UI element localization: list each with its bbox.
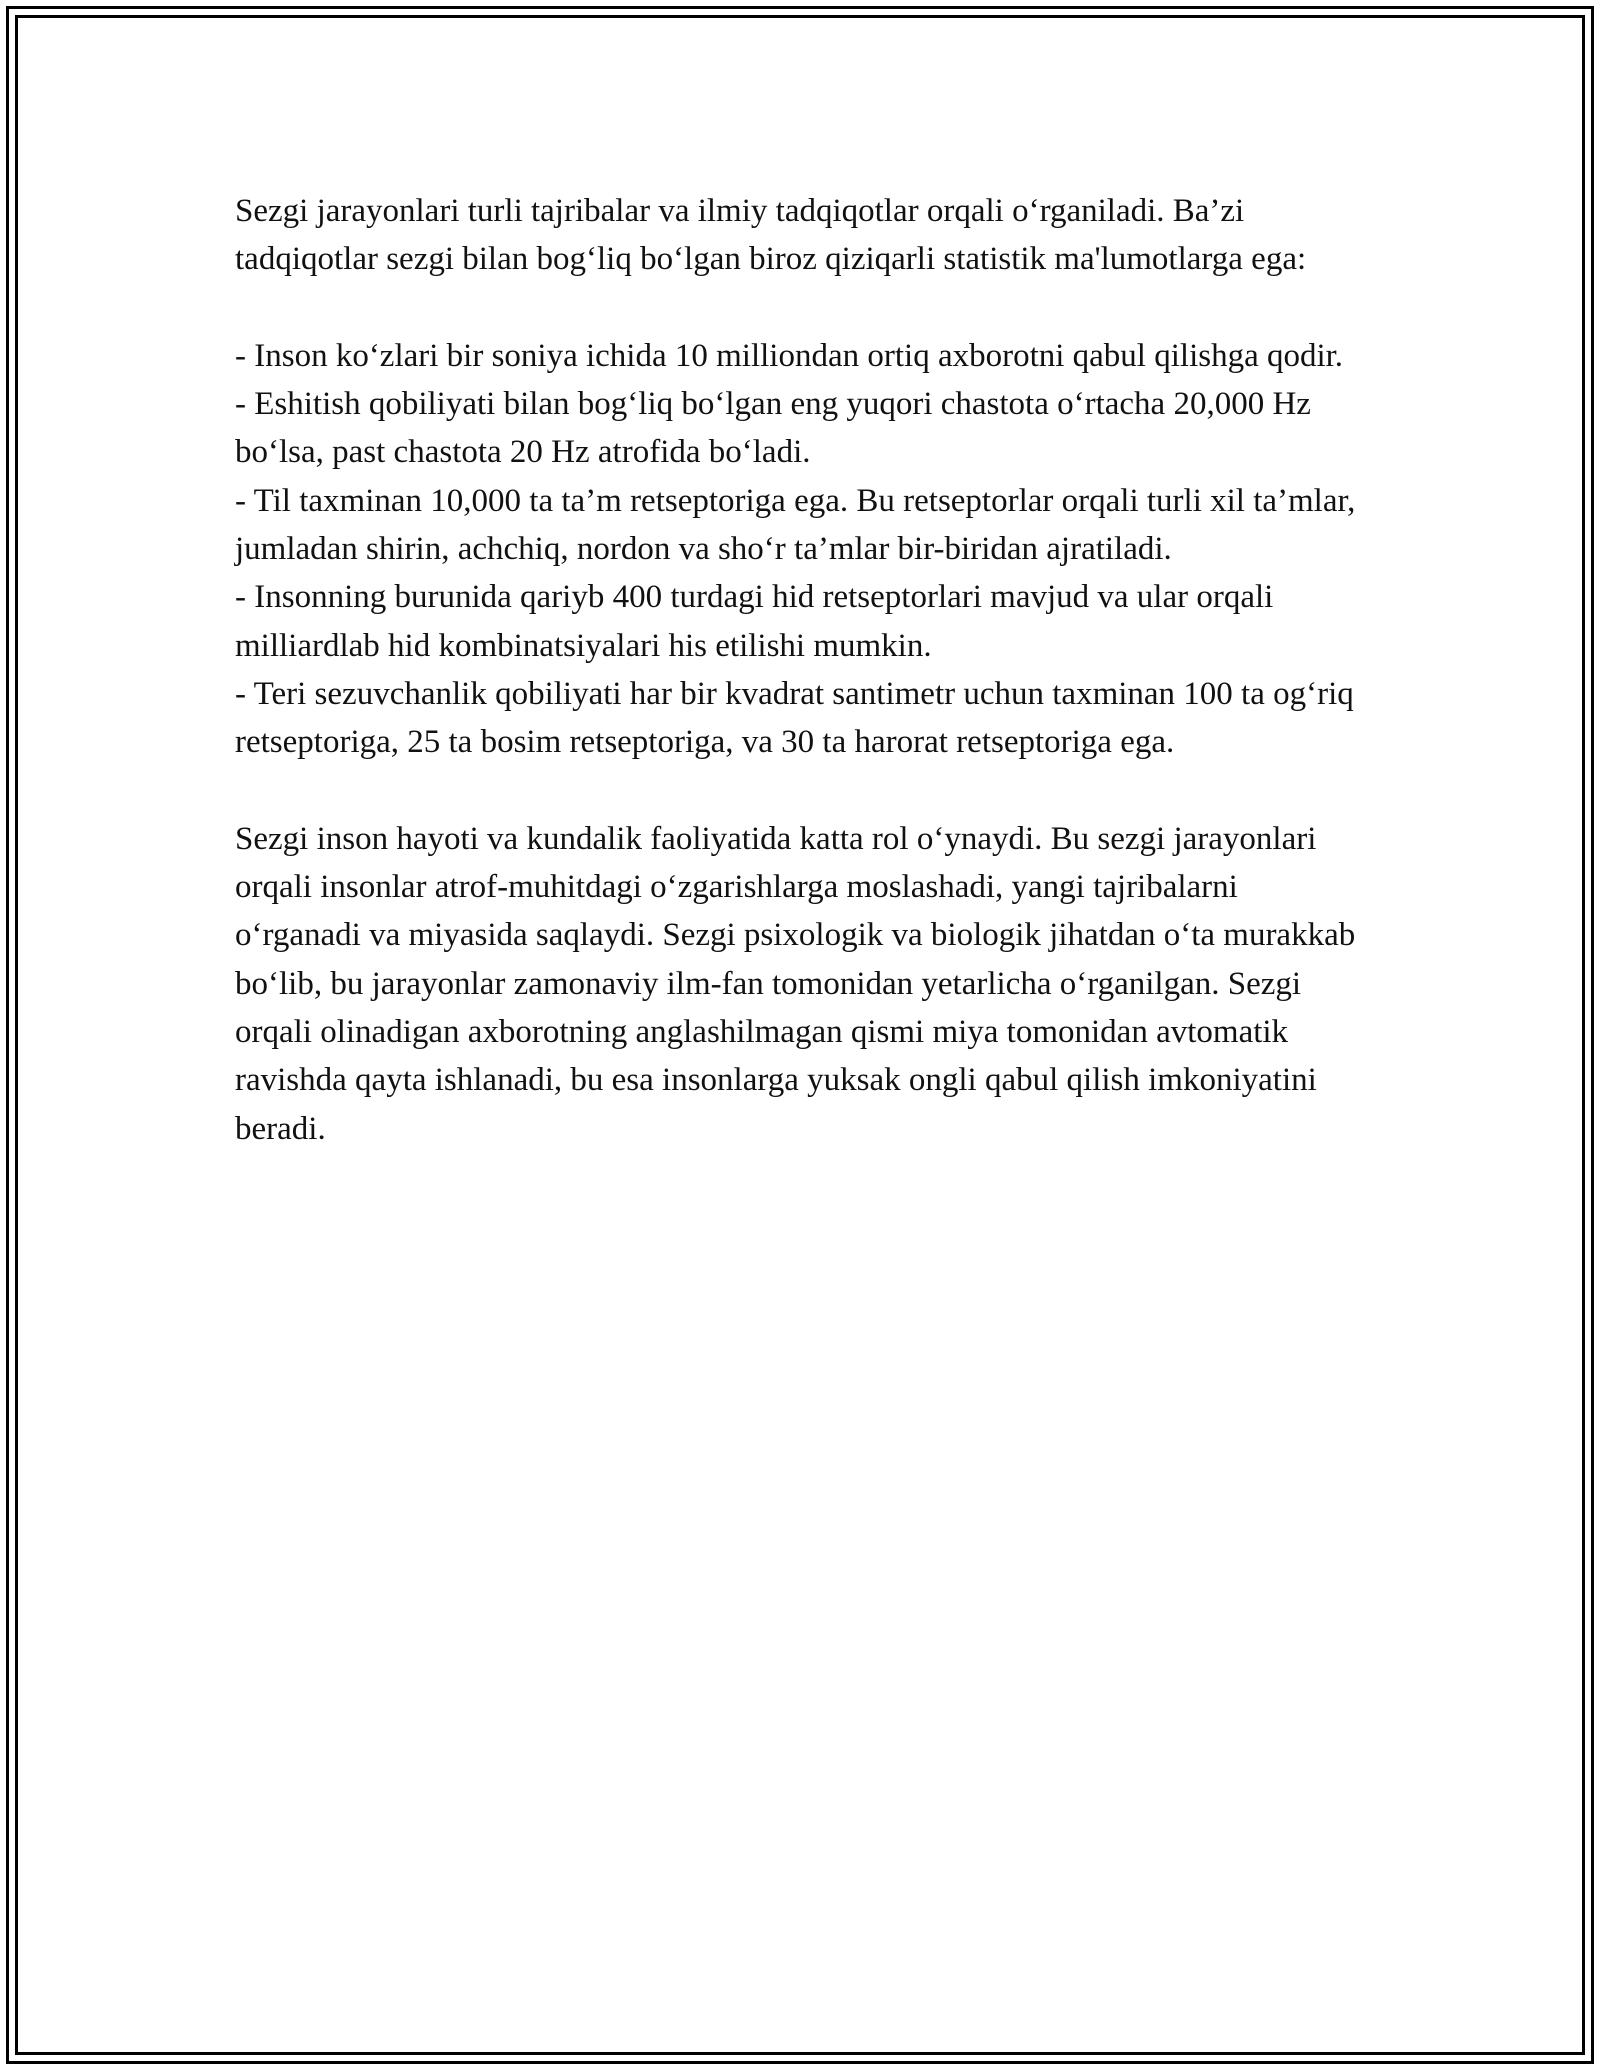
statistic-item-hearing: - Eshitish qobiliyati bilan bog‘liq bo‘lgan eng yuqori chastota o‘rtacha 20,000 Hz bo‘lsa, past chastota 20 Hz atrofida bo‘ladi.: [235, 386, 1311, 471]
statistic-item-taste: - Til taxminan 10,000 ta ta’m retseptoriga ega. Bu retseptorlar orqali turli xil ta’mlar, jumladan shirin, achchiq, nordon va sho‘r ta’mlar bir-biridan ajratiladi.: [235, 482, 1356, 568]
paragraph-spacer: [235, 284, 1370, 332]
document-body: [235, 187, 1370, 1153]
paragraph-spacer: [235, 767, 1370, 815]
statistic-item-skin: - Teri sezuvchanlik qobiliyati har bir kvadrat santimetr uchun taxminan 100 ta og‘riq retseptoriga, 25 ta bosim retseptoriga, va 30 ta harorat retseptoriga ega.: [235, 675, 1354, 761]
statistic-item-eyes: - Inson ko‘zlari bir soniya ichida 10 milliondan ortiq axborotni qabul qilishga qodir.: [235, 337, 1344, 374]
conclusion-paragraph: Sezgi inson hayoti va kundalik faoliyatida katta rol o‘ynaydi. Bu sezgi jarayonlari orqali insonlar atrof-muhitdagi o‘zgarishlarga moslashadi, yangi tajribalarni o‘rganadi va miyasida saqlaydi. Sezgi psixologik va biologik jihatdan o‘ta murakkab bo‘lib, bu jarayonlar zamonaviy ilm-fan tomonidan yetarlicha o‘rganilgan. Sezgi orqali olinadigan axborotning anglashilmagan qismi miya tomonidan avtomatik ravishda qayta ishlanadi, bu esa insonlarga yuksak ongli qabul qilish imkoniyatini beradi.: [235, 820, 1356, 1147]
intro-paragraph: Sezgi jarayonlari turli tajribalar va ilmiy tadqiqotlar orqali o‘rganiladi. Ba’zi tadqiqotlar sezgi bilan bog‘liq bo‘lgan biroz qiziqarli statistik ma'lumotlarga ega:: [235, 193, 1307, 278]
statistic-item-smell: - Insonning burunida qariyb 400 turdagi hid retseptorlari mavjud va ular orqali milliardlab hid kombinatsiyalari his etilishi mumkin.: [235, 579, 1274, 664]
